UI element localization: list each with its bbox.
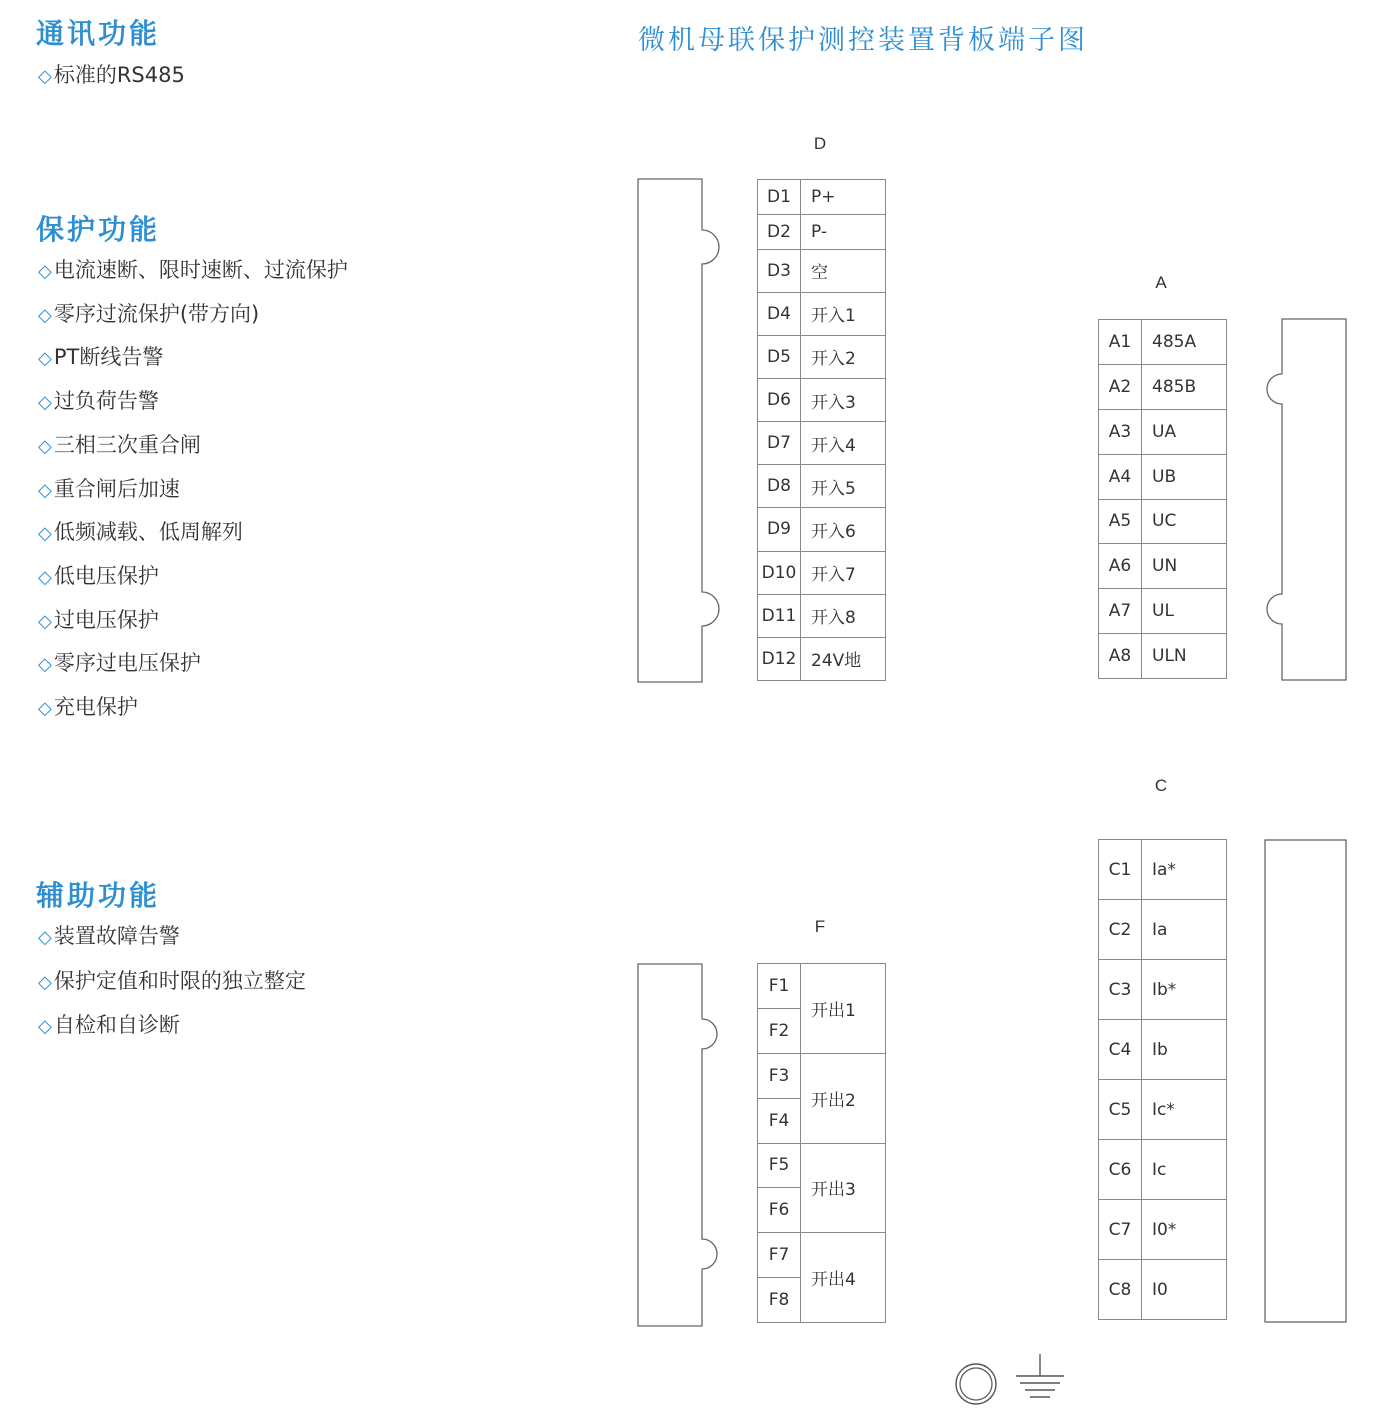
list-item: ◇PT断线告警 [38, 345, 164, 370]
terminal-signal: 开入7 [801, 551, 886, 594]
diamond-bullet-icon: ◇ [38, 1016, 52, 1037]
terminal-row [1099, 409, 1227, 454]
terminal-id: D4 [758, 292, 801, 335]
section-title-communication: 通讯功能 [36, 17, 161, 50]
list-item: ◇过负荷告警 [38, 389, 159, 414]
terminal-signal: 开出2 [801, 1053, 886, 1143]
terminal-signal: 开入3 [801, 379, 886, 422]
terminal-signal: P- [801, 214, 886, 249]
terminal-row [1099, 1020, 1227, 1080]
plate-c [1264, 839, 1350, 1324]
terminal-id: F5 [758, 1143, 801, 1188]
diamond-bullet-icon: ◇ [38, 566, 52, 588]
terminal-id: D12 [758, 637, 801, 680]
diamond-bullet-icon: ◇ [38, 971, 52, 993]
terminal-signal: Ic* [1142, 1080, 1227, 1140]
terminal-row [1099, 454, 1227, 499]
diamond-bullet-icon: ◇ [38, 348, 52, 370]
terminal-signal: 开入6 [801, 508, 886, 551]
terminal-signal: I0 [1142, 1260, 1227, 1320]
list-item: ◇过电压保护 [38, 607, 159, 632]
terminal-id: C6 [1099, 1140, 1142, 1200]
section-title-protection: 保护功能 [36, 213, 161, 246]
terminal-id: A7 [1099, 589, 1142, 634]
list-item: ◇零序过电压保护 [38, 651, 201, 676]
list-item: ◇低电压保护 [38, 563, 159, 588]
terminal-signal: 空 [801, 249, 886, 292]
terminal-row [1099, 364, 1227, 409]
terminal-row [1099, 900, 1227, 960]
terminal-signal: UL [1142, 589, 1227, 634]
terminal-id: F3 [758, 1053, 801, 1098]
terminal-row [758, 637, 886, 680]
terminal-row [1099, 499, 1227, 544]
list-item: ◇标准的RS485 [38, 63, 185, 87]
terminal-id: D3 [758, 249, 801, 292]
circle-terminal-icon [956, 1364, 996, 1404]
diamond-bullet-icon: ◇ [38, 66, 52, 87]
terminal-id: F1 [758, 964, 801, 1009]
block-label-a: A [1155, 273, 1167, 292]
diamond-bullet-icon: ◇ [38, 479, 52, 501]
terminal-signal: P+ [801, 180, 886, 215]
list-item: ◇电流速断、限时速断、过流保护 [38, 258, 348, 282]
terminal-row [758, 1143, 886, 1188]
plate-f [637, 963, 721, 1328]
terminal-row [1099, 960, 1227, 1020]
terminal-row [758, 1233, 886, 1278]
terminal-row [1099, 1200, 1227, 1260]
terminal-id: C1 [1099, 840, 1142, 900]
terminal-signal: 开出4 [801, 1233, 886, 1323]
terminal-row [758, 594, 886, 637]
terminal-id: C4 [1099, 1020, 1142, 1080]
terminal-row [758, 214, 886, 249]
list-item: ◇重合闸后加速 [38, 476, 180, 501]
terminal-row [1099, 1140, 1227, 1200]
terminal-signal: Ic [1142, 1140, 1227, 1200]
terminal-row [758, 292, 886, 335]
plate-d [637, 178, 721, 684]
terminal-id: D6 [758, 379, 801, 422]
terminal-id: C3 [1099, 960, 1142, 1020]
terminal-signal: 开入1 [801, 292, 886, 335]
terminal-signal: 开出1 [801, 964, 886, 1054]
terminal-id: A1 [1099, 320, 1142, 365]
terminal-signal: Ib* [1142, 960, 1227, 1020]
terminal-id: A4 [1099, 454, 1142, 499]
diamond-bullet-icon: ◇ [38, 261, 52, 282]
terminal-signal: 开入8 [801, 594, 886, 637]
terminal-row [758, 422, 886, 465]
terminal-row [758, 551, 886, 594]
list-item: ◇低频减载、低周解列 [38, 520, 243, 545]
terminal-signal: 开入4 [801, 422, 886, 465]
terminal-signal: UC [1142, 499, 1227, 544]
terminal-row [1099, 1260, 1227, 1320]
section-title-auxiliary: 辅助功能 [36, 879, 161, 912]
terminal-id: A3 [1099, 409, 1142, 454]
terminal-row [758, 180, 886, 215]
terminal-id: C7 [1099, 1200, 1142, 1260]
diamond-bullet-icon: ◇ [38, 304, 52, 326]
terminal-signal: 开入5 [801, 465, 886, 508]
terminal-signal: 485A [1142, 320, 1227, 365]
terminal-signal: Ib [1142, 1020, 1227, 1080]
terminal-block-c [1098, 839, 1227, 1320]
terminal-signal: 24V地 [801, 637, 886, 680]
terminal-row [758, 379, 886, 422]
terminal-signal: Ia [1142, 900, 1227, 960]
terminal-id: D2 [758, 214, 801, 249]
diamond-bullet-icon: ◇ [38, 927, 52, 948]
terminal-signal: UN [1142, 544, 1227, 589]
terminal-row [758, 249, 886, 292]
terminal-row [1099, 840, 1227, 900]
terminal-id: F4 [758, 1098, 801, 1143]
list-item: ◇装置故障告警 [38, 924, 180, 948]
terminal-row [758, 335, 886, 378]
ground-icon [1016, 1354, 1064, 1397]
block-label-c: C [1154, 776, 1168, 795]
terminal-id: A8 [1099, 634, 1142, 679]
terminal-row [758, 508, 886, 551]
terminal-id: C8 [1099, 1260, 1142, 1320]
terminal-row [1099, 634, 1227, 679]
terminal-signal: 开出3 [801, 1143, 886, 1233]
terminal-id: F6 [758, 1188, 801, 1233]
terminal-id: F2 [758, 1008, 801, 1053]
terminal-id: D8 [758, 465, 801, 508]
diamond-bullet-icon: ◇ [38, 610, 52, 632]
terminal-id: A6 [1099, 544, 1142, 589]
terminal-block-a [1098, 319, 1227, 679]
terminal-id: D5 [758, 335, 801, 378]
list-item: ◇保护定值和时限的独立整定 [38, 968, 306, 993]
terminal-row [758, 465, 886, 508]
symbols [950, 1352, 1070, 1412]
terminal-id: A2 [1099, 364, 1142, 409]
diamond-bullet-icon: ◇ [38, 654, 52, 676]
terminal-row [758, 964, 886, 1009]
terminal-signal: UA [1142, 409, 1227, 454]
terminal-row [1099, 589, 1227, 634]
diamond-bullet-icon: ◇ [38, 523, 52, 545]
terminal-signal: UB [1142, 454, 1227, 499]
block-label-f: F [814, 917, 826, 936]
terminal-row [1099, 320, 1227, 365]
terminal-id: D10 [758, 551, 801, 594]
diamond-bullet-icon: ◇ [38, 698, 52, 719]
terminal-id: D1 [758, 180, 801, 215]
terminal-signal: Ia* [1142, 840, 1227, 900]
terminal-row [758, 1053, 886, 1098]
terminal-row [1099, 1080, 1227, 1140]
list-item: ◇三相三次重合闸 [38, 432, 201, 457]
block-label-d: D [813, 134, 827, 153]
terminal-id: C5 [1099, 1080, 1142, 1140]
diagram-title: 微机母联保护测控装置背板端子图 [638, 25, 1088, 56]
terminal-id: A5 [1099, 499, 1142, 544]
diamond-bullet-icon: ◇ [38, 392, 52, 414]
list-item: ◇自检和自诊断 [38, 1013, 180, 1037]
terminal-signal: 开入2 [801, 335, 886, 378]
list-item: ◇充电保护 [38, 695, 138, 719]
terminal-id: F8 [758, 1278, 801, 1323]
terminal-id: C2 [1099, 900, 1142, 960]
plate-a [1264, 318, 1350, 682]
terminal-id: D11 [758, 594, 801, 637]
terminal-block-d [757, 179, 886, 681]
terminal-id: D9 [758, 508, 801, 551]
terminal-id: D7 [758, 422, 801, 465]
terminal-row [1099, 544, 1227, 589]
terminal-block-f [757, 963, 886, 1323]
terminal-id: F7 [758, 1233, 801, 1278]
terminal-signal: 485B [1142, 364, 1227, 409]
list-item: ◇零序过流保护(带方向) [38, 301, 260, 326]
diamond-bullet-icon: ◇ [38, 435, 52, 457]
terminal-signal: ULN [1142, 634, 1227, 679]
terminal-signal: I0* [1142, 1200, 1227, 1260]
